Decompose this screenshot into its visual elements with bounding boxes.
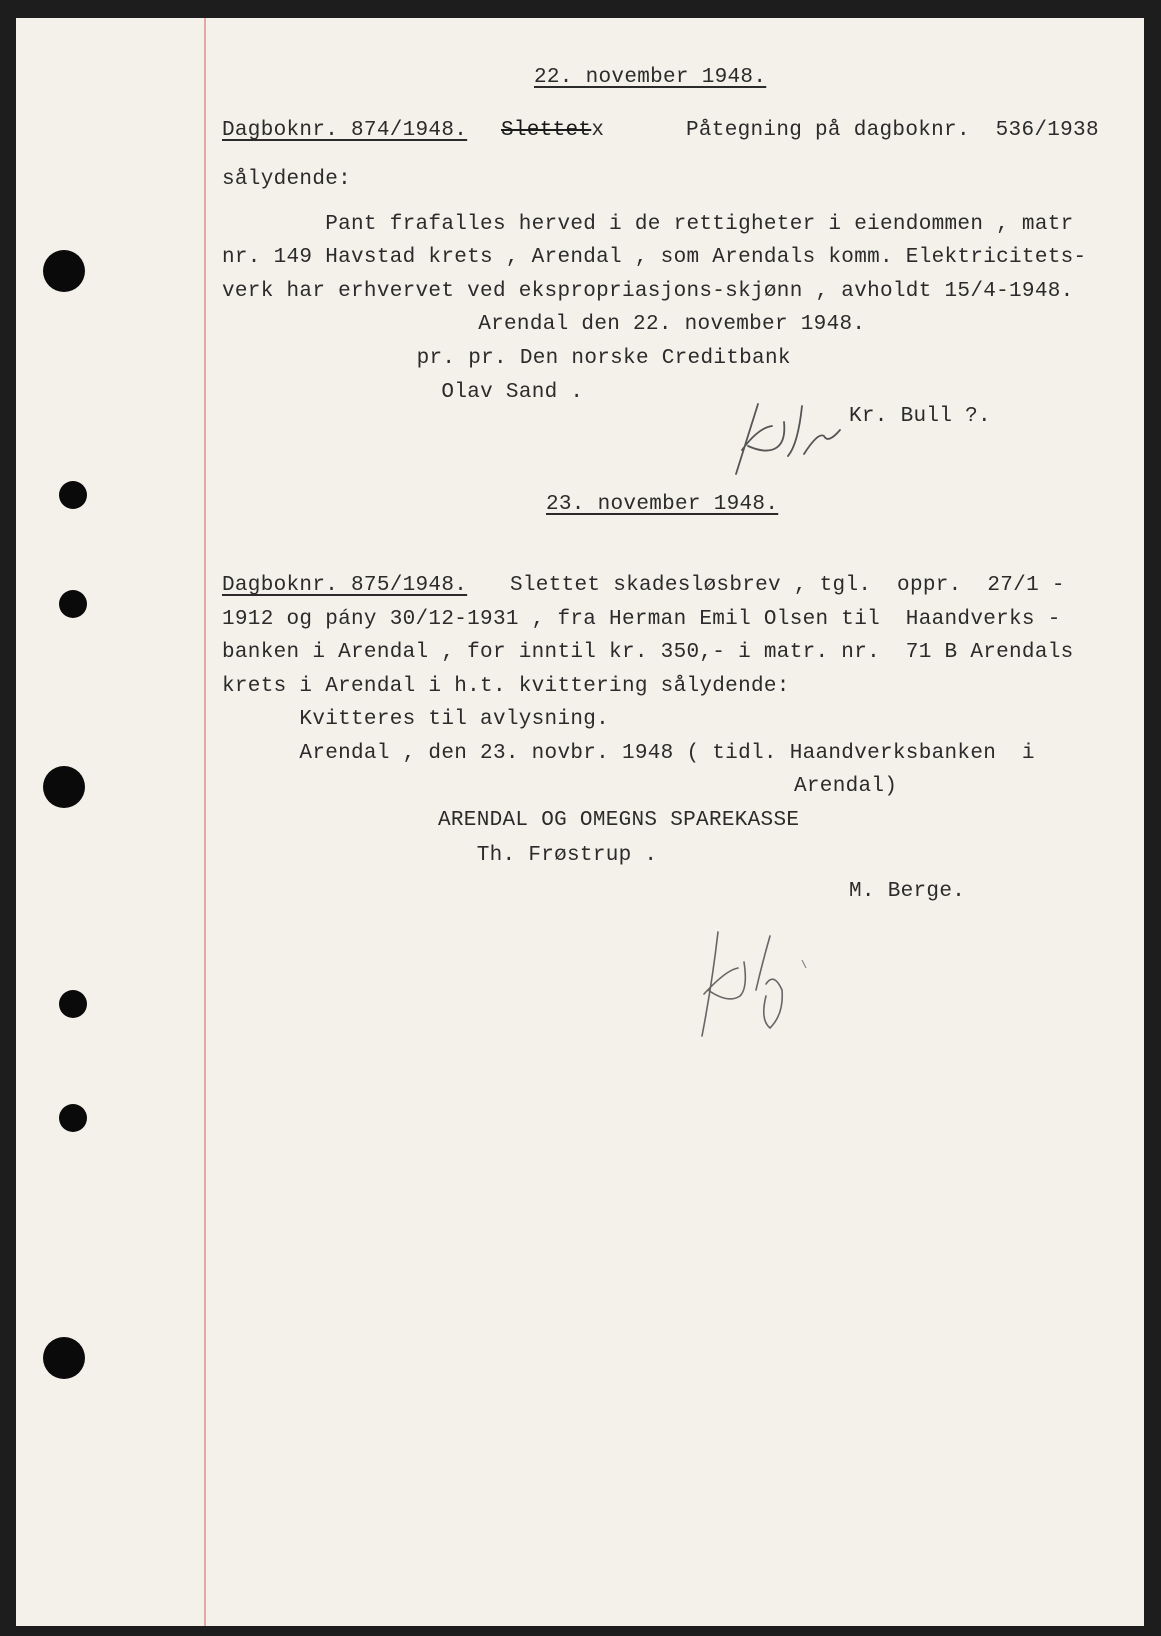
text-line: krets i Arendal i h.t. kvittering sålydende: xyxy=(222,675,790,698)
signature-text: Kr. Bull ?. xyxy=(849,405,991,428)
handwritten-initials xyxy=(682,924,812,1044)
entry-date: 23. november 1948. xyxy=(546,493,779,516)
handwritten-initials xyxy=(728,396,848,486)
punch-hole xyxy=(59,1104,87,1132)
margin-line xyxy=(204,18,206,1626)
text-line: Th. Frøstrup . xyxy=(438,844,658,867)
text-line: verk har erhvervet ved ekspropriasjons-skjønn , avholdt 15/4-1948. xyxy=(222,280,1074,303)
journal-number: Dagboknr. 874/1948. xyxy=(222,119,468,142)
text-line: Arendal den 22. november 1948. xyxy=(375,313,866,336)
punch-hole xyxy=(59,990,87,1018)
text-line: banken i Arendal , for inntil kr. 350,- i matr. nr. 71 B Arendals xyxy=(222,641,1074,664)
punch-hole xyxy=(43,250,85,292)
journal-number: Dagboknr. 875/1948. xyxy=(222,574,468,597)
text-line: nr. 149 Havstad krets , Arendal , som Arendals komm. Elektricitets- xyxy=(222,246,1087,269)
punch-hole xyxy=(43,766,85,808)
struck-word: Slettetx xyxy=(501,119,605,142)
text-line: Pant frafalles herved i de rettigheter i eiendommen , matr xyxy=(222,213,1074,236)
text-line: Arendal , den 23. novbr. 1948 ( tidl. Haandverksbanken i xyxy=(222,742,1035,765)
punch-hole xyxy=(59,590,87,618)
text-line: sålydende: xyxy=(222,168,352,191)
text-line: ARENDAL OG OMEGNS SPAREKASSE xyxy=(438,809,800,832)
entry-title: Slettet skadesløsbrev , tgl. oppr. 27/1 - xyxy=(510,574,1065,597)
text-line: Arendal) xyxy=(794,775,898,798)
text-line: pr. pr. Den norske Creditbank xyxy=(365,347,791,370)
entry-date: 22. november 1948. xyxy=(534,66,767,89)
signature-text: M. Berge. xyxy=(849,880,966,903)
text-line: 1912 og pány 30/12-1931 , fra Herman Emil Olsen til Haandverks - xyxy=(222,608,1061,631)
punch-hole xyxy=(59,481,87,509)
text-line: Kvitteres til avlysning. xyxy=(222,708,610,731)
document-page xyxy=(16,18,1144,1626)
punch-hole xyxy=(43,1337,85,1379)
text-line: Olav Sand . xyxy=(364,381,584,404)
entry-title: Påtegning på dagboknr. 536/1938 xyxy=(686,119,1099,142)
